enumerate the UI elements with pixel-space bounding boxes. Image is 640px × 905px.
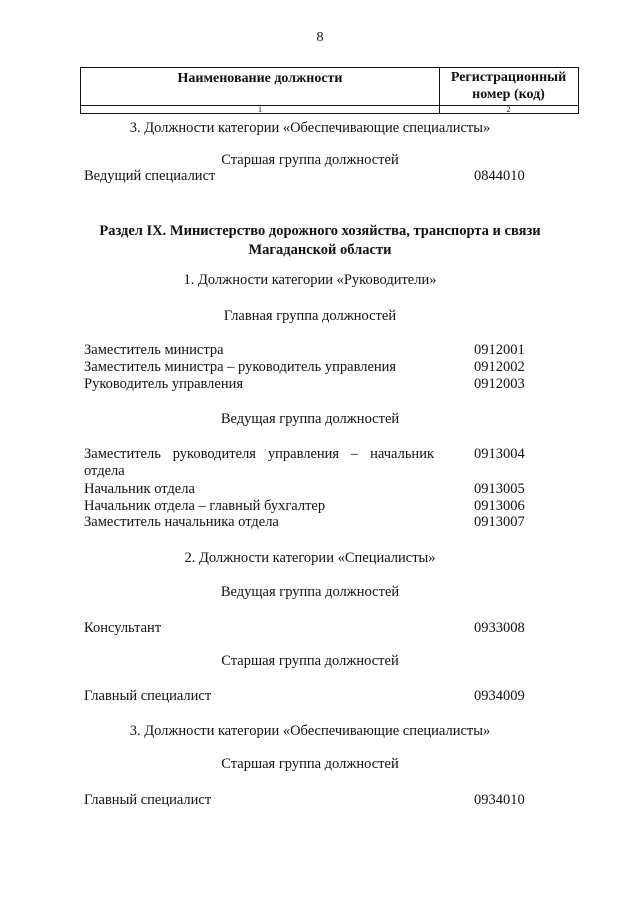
- section-title: Раздел IX. Министерство дорожного хозяйства, транспорта и связи Магаданской области: [99, 223, 541, 258]
- position-code: 0913004: [474, 446, 525, 462]
- group-heading: Старшая группа должностей: [221, 653, 399, 669]
- position-code: 0912003: [474, 376, 525, 392]
- position-code: 0913007: [474, 514, 525, 530]
- position-name: Консультант: [84, 620, 162, 636]
- position-code: 0934009: [474, 688, 525, 704]
- position-name: Главный специалист: [84, 792, 212, 808]
- position-code: 0913006: [474, 498, 525, 514]
- position-name: Начальник отдела – главный бухгалтер: [84, 498, 326, 514]
- position-code: 0912002: [474, 359, 525, 375]
- column-title-code: Регистрационный номер (код): [450, 70, 567, 102]
- position-code: 0913005: [474, 481, 525, 497]
- position-name: Руководитель управления: [84, 376, 244, 392]
- position-name: Ведущий специалист: [84, 168, 216, 184]
- column-number-2: 2: [506, 105, 511, 114]
- position-name: Начальник отдела: [84, 481, 195, 497]
- header-table: [80, 67, 579, 114]
- group-heading: Старшая группа должностей: [221, 756, 399, 772]
- group-heading: Ведущая группа должностей: [220, 411, 400, 427]
- category-heading: 1. Должности категории «Руководители»: [183, 272, 437, 288]
- page-number: 8: [316, 30, 324, 45]
- position-name: Заместитель начальника отдела: [84, 514, 279, 530]
- position-code: 0933008: [474, 620, 525, 636]
- category-heading: 2. Должности категории «Специалисты»: [184, 550, 436, 566]
- position-code: 0934010: [474, 792, 525, 808]
- column-number-1: 1: [258, 105, 262, 114]
- category-heading: 3. Должности категории «Обеспечивающие специалисты»: [129, 120, 491, 136]
- group-heading: Старшая группа должностей: [221, 152, 399, 168]
- position-code: 0844010: [474, 168, 525, 184]
- group-heading: Главная группа должностей: [223, 308, 397, 324]
- group-heading: Ведущая группа должностей: [220, 584, 400, 600]
- position-name: Заместитель руководителя управления – начальник отдела: [84, 446, 434, 479]
- category-heading: 3. Должности категории «Обеспечивающие специалисты»: [129, 723, 491, 739]
- column-title-position: Наименование должности: [177, 71, 343, 86]
- position-name: Главный специалист: [84, 688, 212, 704]
- position-name: Заместитель министра – руководитель управления: [84, 359, 397, 375]
- position-code: 0912001: [474, 342, 525, 358]
- position-name: Заместитель министра: [84, 342, 224, 358]
